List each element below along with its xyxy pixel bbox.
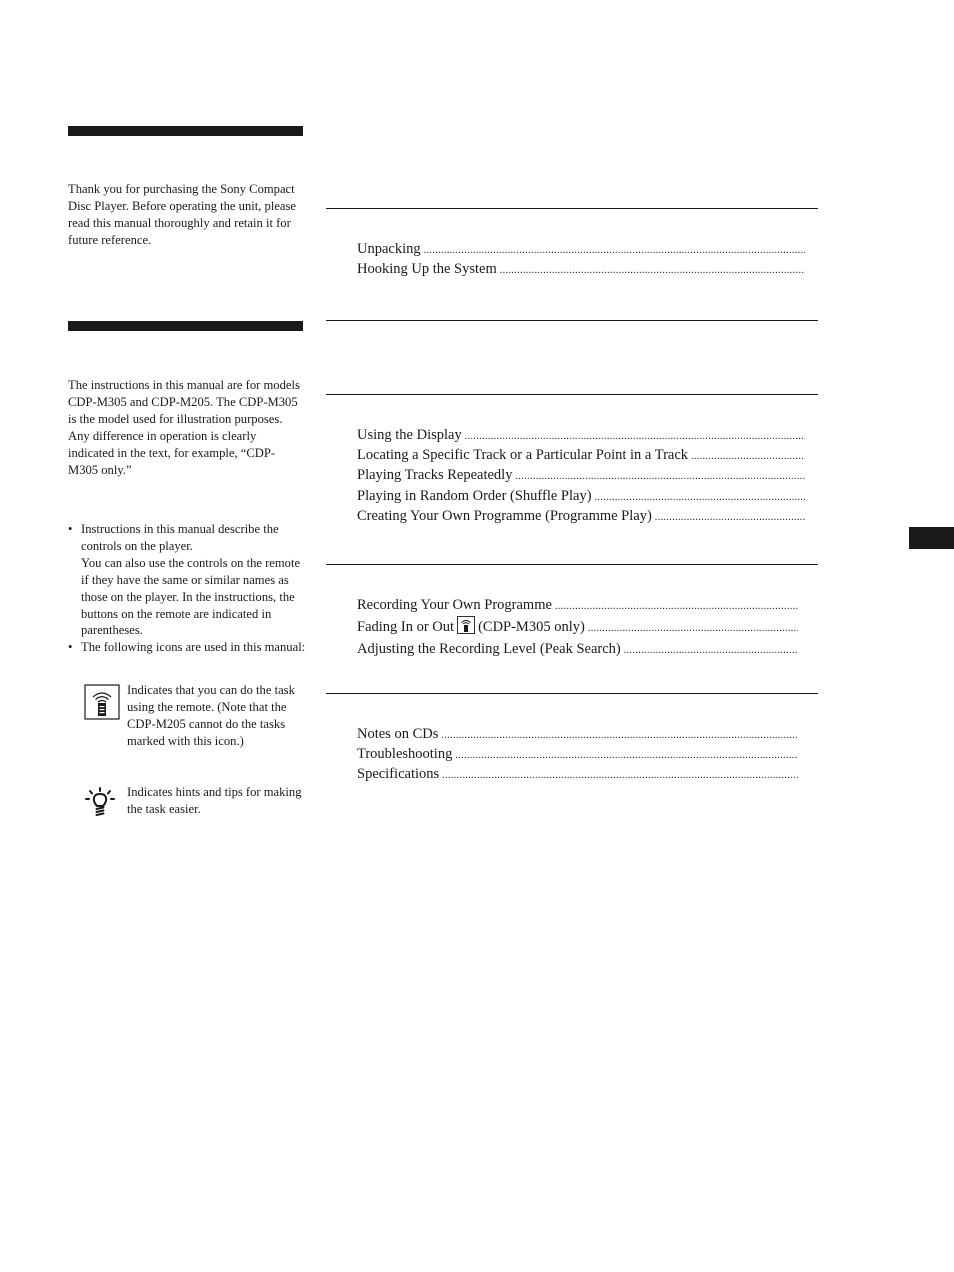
toc-group-1 bbox=[357, 240, 805, 280]
toc-entry[interactable]: Recording Your Own Programme ..... bbox=[357, 596, 798, 616]
toc-entry[interactable]: Fading In or Out (CDP-M305 only) ..... bbox=[357, 616, 798, 640]
section-rule bbox=[326, 564, 818, 565]
toc-entry[interactable]: Using the Display ..... bbox=[357, 426, 805, 446]
toc-entry[interactable]: Hooking Up the System ..... bbox=[357, 260, 805, 280]
toc-entry[interactable]: Unpacking ..... bbox=[357, 240, 805, 260]
list-item: • Instructions in this manual describe the controls on the player. You can also use the controls on the remote if they have the same or similar names as those on the player. In the instructions, the buttons on the remote are indicated in parentheses. bbox=[68, 522, 301, 638]
icon-legend-text: Indicates that you can do the task using the remote. (Note that the CDP-M205 cannot do the tasks marked with this icon.) bbox=[127, 683, 295, 748]
toc-group-4 bbox=[357, 725, 798, 786]
icon-legend-text: Indicates hints and tips for making the task easier. bbox=[127, 785, 302, 816]
remote-icon bbox=[457, 616, 475, 640]
section-bar-middle bbox=[68, 321, 303, 331]
toc-entry[interactable]: Troubleshooting ..... bbox=[357, 745, 798, 765]
lightbulb-icon bbox=[84, 786, 118, 825]
toc-entry[interactable]: Specifications ..... bbox=[357, 765, 798, 785]
icon-legend-remote bbox=[84, 682, 306, 750]
toc-entry[interactable]: Playing Tracks Repeatedly ..... bbox=[357, 466, 805, 486]
remote-icon bbox=[84, 684, 120, 725]
toc-entry[interactable]: Notes on CDs ..... bbox=[357, 725, 798, 745]
toc-group-2 bbox=[357, 426, 805, 527]
icon-legend-hint bbox=[84, 784, 306, 818]
list-item: • The following icons are used in this manual: bbox=[68, 640, 306, 655]
section-rule bbox=[326, 208, 818, 209]
toc-entry[interactable]: Playing in Random Order (Shuffle Play) ..... bbox=[357, 487, 805, 507]
toc-entry[interactable]: Adjusting the Recording Level (Peak Search) ..... bbox=[357, 640, 798, 660]
toc-group-3 bbox=[357, 596, 798, 661]
welcome-paragraph: Thank you for purchasing the Sony Compact Disc Player. Before operating the unit, please read this manual thoroughly and retain it for future reference. bbox=[68, 182, 297, 247]
conventions-list bbox=[68, 521, 306, 656]
section-bar-top bbox=[68, 126, 303, 136]
section-rule bbox=[326, 693, 818, 694]
toc-entry[interactable]: Locating a Specific Track or a Particular Point in a Track ..... bbox=[357, 446, 805, 466]
toc-entry[interactable]: Creating Your Own Programme (Programme Play) ..... bbox=[357, 507, 805, 527]
section-rule bbox=[326, 320, 818, 321]
models-paragraph: The instructions in this manual are for models CDP-M305 and CDP-M205. The CDP-M305 is the model used for illustration purposes. Any difference in operation is clearly indicated in the text, for example, “CDP-M305 only.” bbox=[68, 378, 300, 477]
section-rule bbox=[326, 394, 818, 395]
page-tab-marker bbox=[909, 527, 954, 549]
